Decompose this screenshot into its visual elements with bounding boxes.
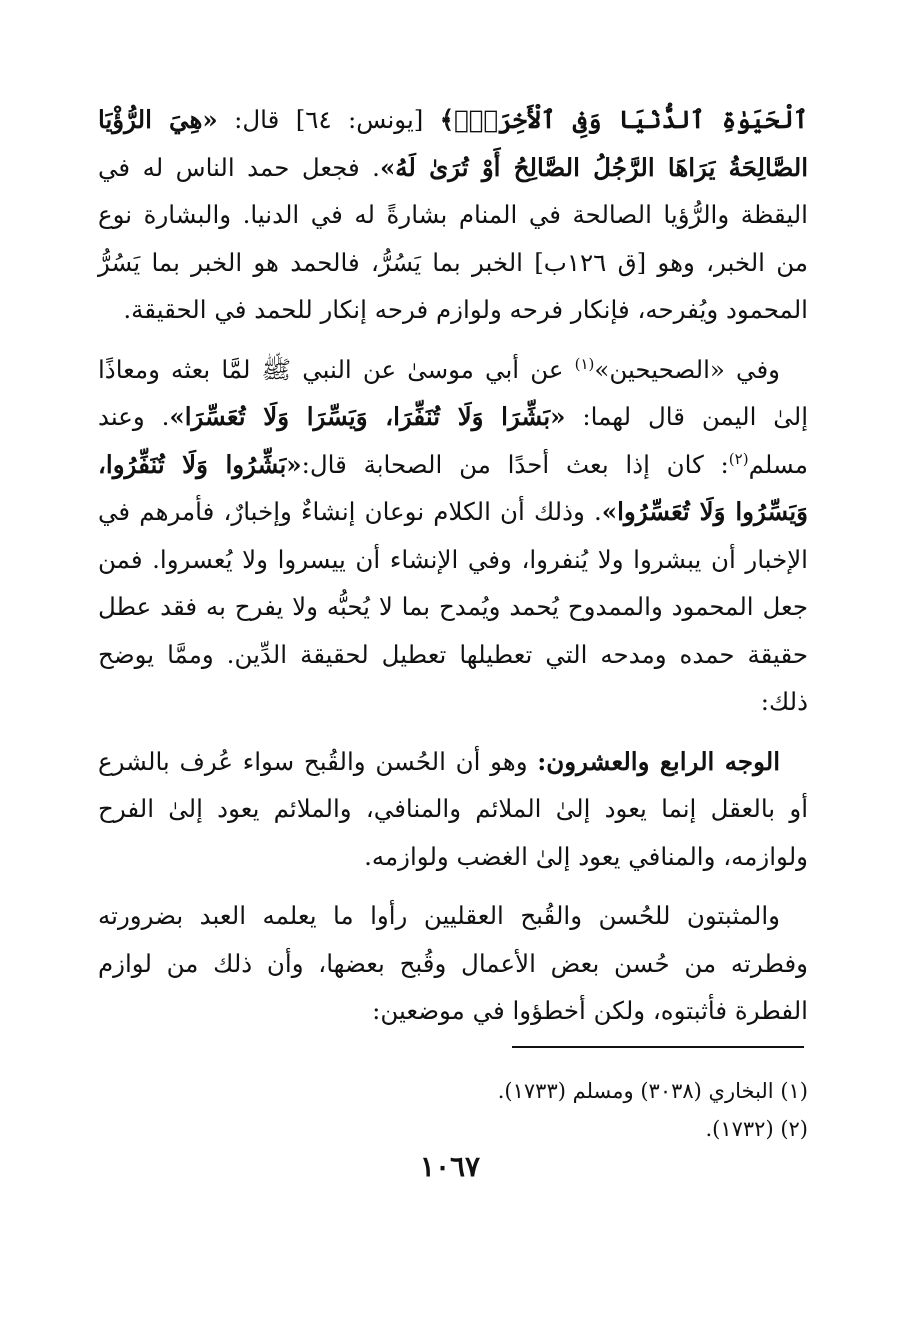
paragraph-4 — [98, 892, 808, 1035]
footnotes — [98, 1072, 808, 1148]
body-text: . فجعل حمد الناس له في اليقظة والرُّؤيا الصالحة في المنام بشارةً له في الدنيا. والبشارة نوع من الخبر، وهو [ق ١٢٦ب] الخبر بما يَسُرُّ، فالحمد هو الخبر بما يَسُرُّ المحمود ويُفرحه، فإنكار فرحه ولوازم فرحه إنكار للحمد في الحقيقة. — [98, 152, 808, 324]
footnote-1: (١) البخاري (٣٠٣٨) ومسلم (١٧٣٣). — [497, 1079, 808, 1103]
footnote-ref-2: (٢) — [728, 449, 749, 468]
quran-verse: ٱلْحَيَوٰةِ ٱلدُّنْيَا وَفِى ٱلْأَخِرَةِۚ﴾ — [439, 105, 808, 134]
paragraph-2 — [98, 346, 808, 726]
page-number: ١٠٦٧ — [419, 1150, 481, 1183]
body-text: والمثبتون للحُسن والقُبح العقليين رأوا ما يعلمه العبد بضرورته وفطرته من حُسن بعض الأعمال وقُبح بعضها، وأن ذلك من لوازم الفطرة فأثبتوه، ولكن أخطؤوا في موضعين: — [98, 901, 808, 1025]
paragraph-3 — [98, 738, 808, 881]
section-heading: الوجه الرابع والعشرون: — [537, 746, 780, 776]
body-text: . وذلك أن الكلام نوعان إنشاءٌ وإخبارٌ، فأمرهم في الإخبار أن يبشروا ولا يُنفروا، وفي الإنشاء أن ييسروا ولا يُعسروا. فمن جعل المحمود والممدوح يُحمد ويُمدح بما لا يُحبُّه ولا يفرح به فقد عطل حقيقة حمده ومدحه التي تعطيلها تعطيل لحقيقة الدِّين. وممَّا يوضح ذلك: — [98, 497, 808, 716]
footnote-divider — [512, 1046, 804, 1048]
body-text: عن أبي موسىٰ عن النبي ﷺ لمَّا بعثه ومعاذًا إلىٰ اليمن قال لهما: — [98, 354, 808, 431]
footnote-ref-1: (١) — [574, 354, 595, 373]
hadith-quote: «بَشِّرَا وَلَا تُنَفِّرَا، وَيَسِّرَا وَلَا تُعَسِّرَا» — [169, 402, 566, 431]
verse-reference: [يونس: ٦٤] قال: — [217, 105, 440, 134]
body-text: وهو أن الحُسن والقُبح سواء عُرف بالشرع أو بالعقل إنما يعود إلىٰ الملائم والمنافي، والملائم يعود إلىٰ الفرح ولوازمه، والمنافي يعود إلىٰ الغضب ولوازمه. — [98, 746, 808, 871]
body-text: . وعند مسلم — [98, 402, 808, 479]
page-body — [98, 96, 808, 1047]
hadith-quote: «بَشِّرُوا وَلَا تُنَفِّرُوا، وَيَسِّرُوا وَلَا تُعَسِّرُوا» — [98, 449, 808, 526]
footnote-2: (٢) (١٧٣٢). — [705, 1117, 808, 1141]
body-text: وفي «الصحيحين» — [594, 354, 780, 384]
paragraph-1 — [98, 96, 808, 334]
body-text: : كان إذا بعث أحدًا من الصحابة قال: — [301, 449, 729, 479]
hadith-quote: «هِيَ الرُّؤْيَا الصَّالِحَةُ يَرَاهَا الرَّجُلُ الصَّالِحُ أَوْ تُرَىٰ لَهُ» — [98, 105, 808, 182]
